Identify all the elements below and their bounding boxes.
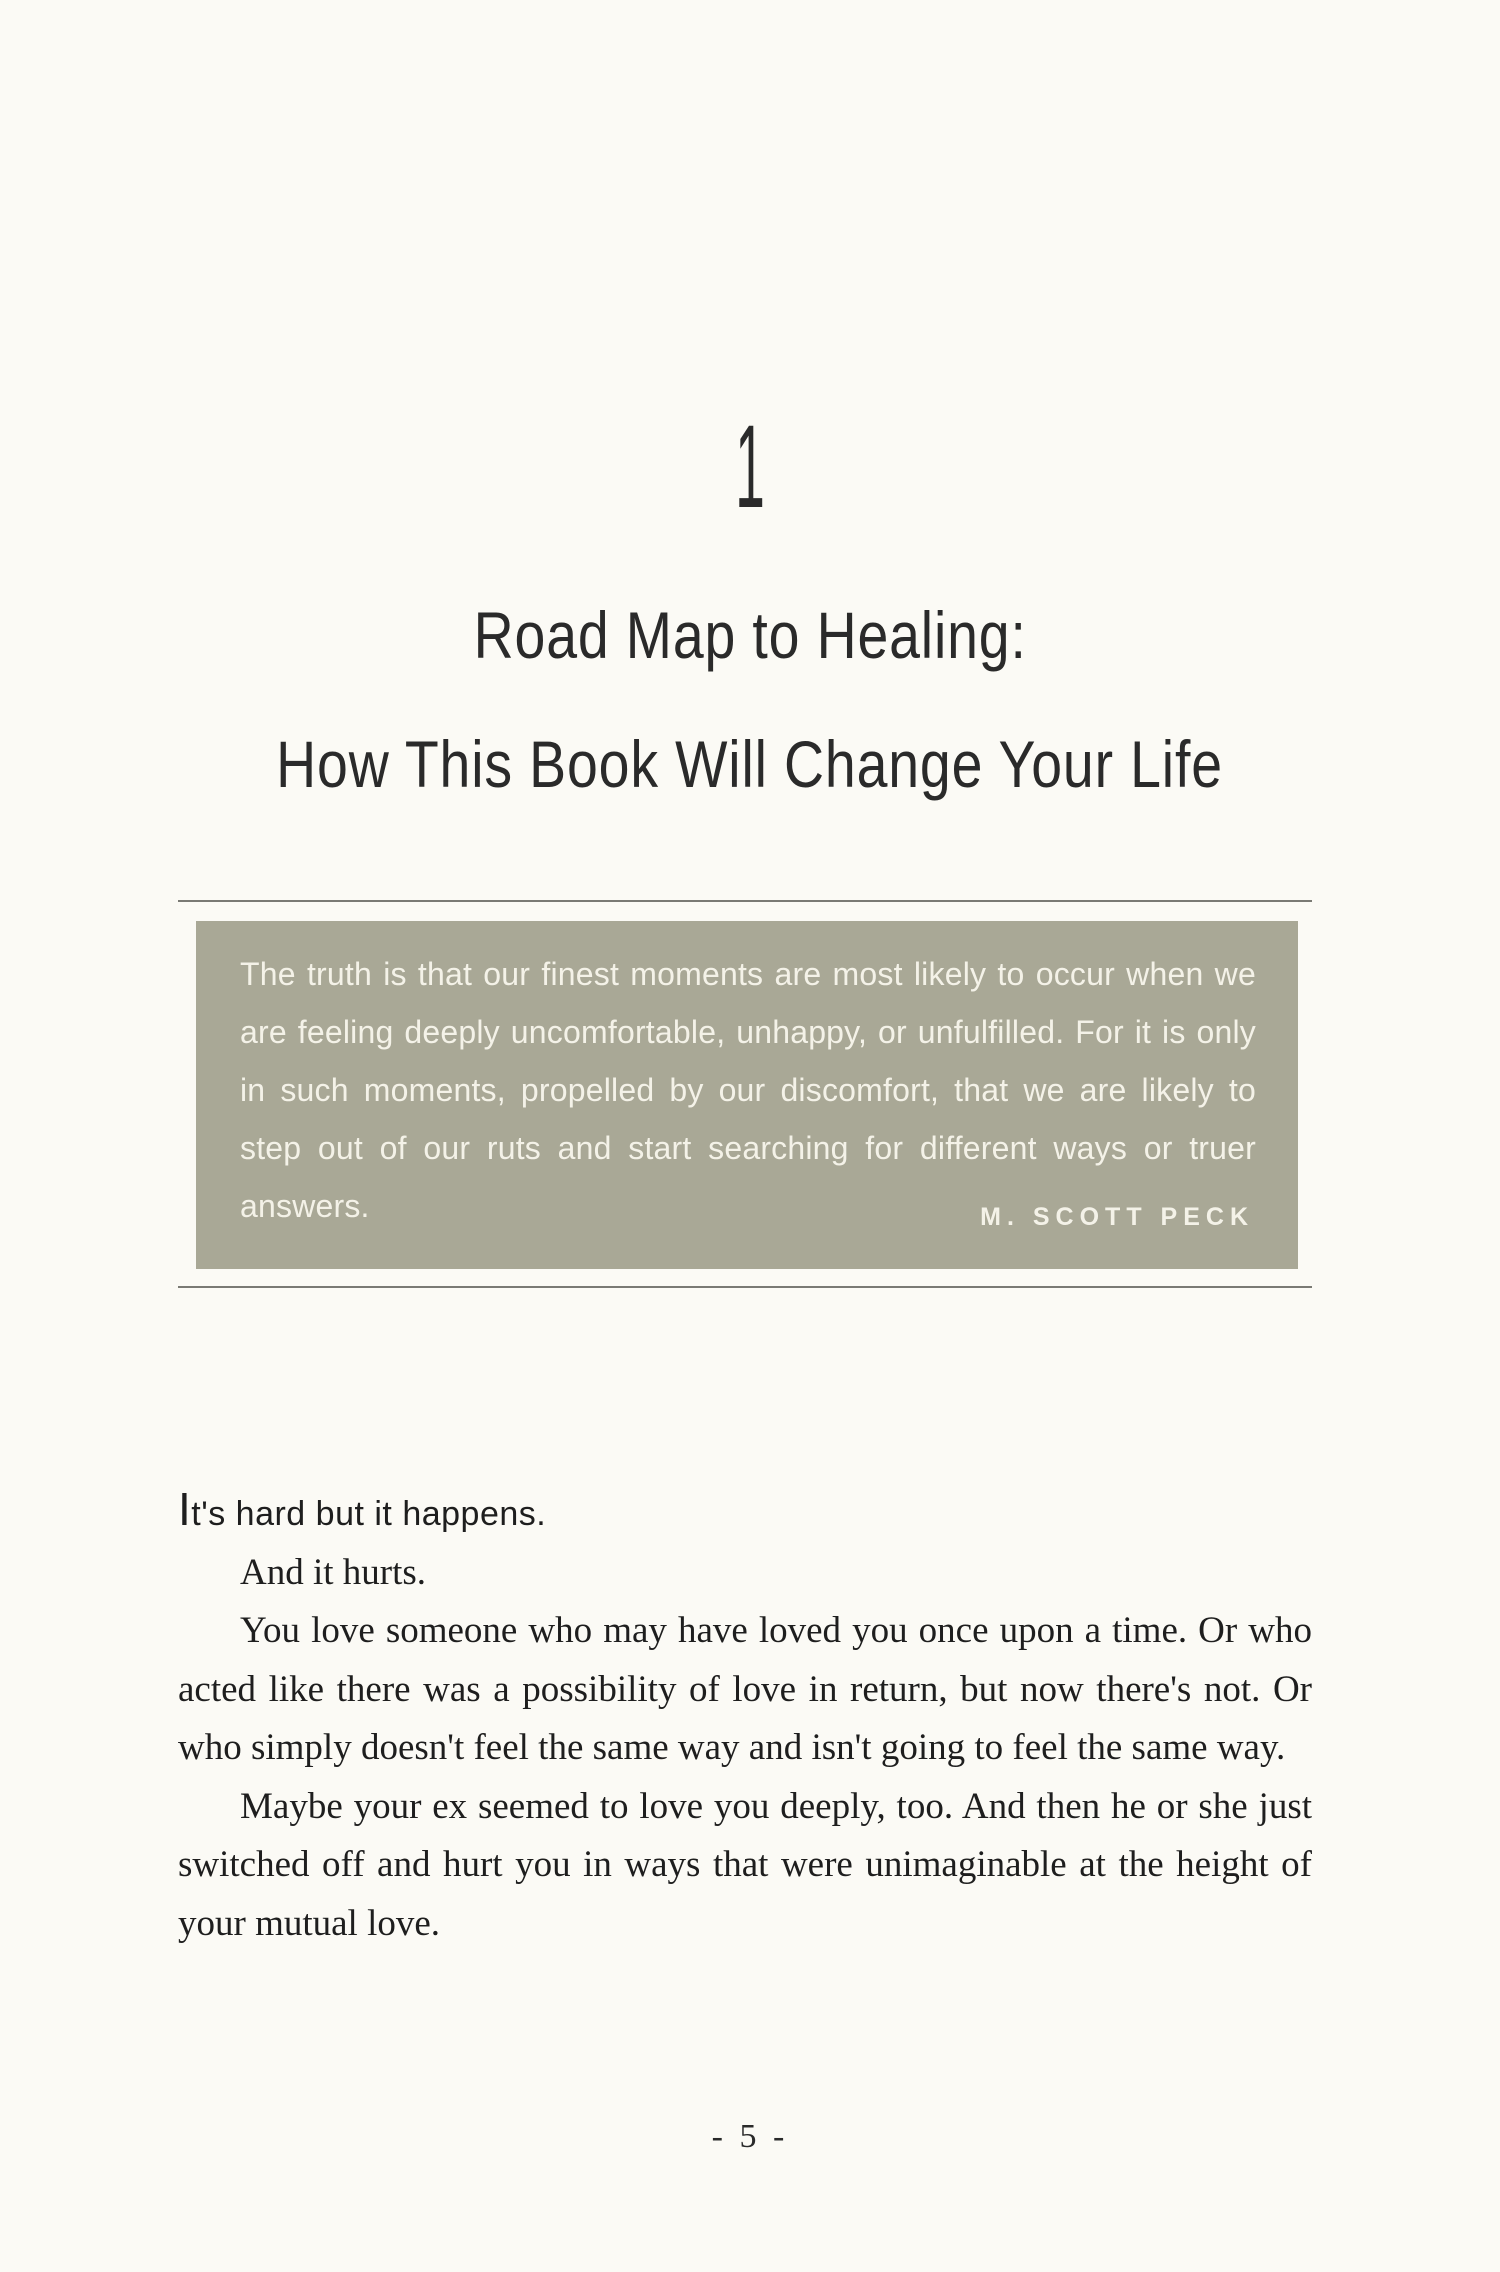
paragraph-2: You love someone who may have loved you once upon a time. Or who acted like there was a possibility of love in return, but now there's not. Or who simply doesn't feel the same way and isn't going to feel the same way. bbox=[178, 1610, 1312, 1768]
epigraph-box bbox=[196, 921, 1298, 1269]
body-text bbox=[178, 1480, 1312, 1953]
epigraph-author: M. SCOTT PECK bbox=[980, 1203, 1254, 1231]
epigraph-top-rule bbox=[178, 900, 1312, 902]
chapter-title-line-2 bbox=[0, 727, 1500, 801]
lead-paragraph bbox=[178, 1480, 1312, 1544]
paragraph-3: Maybe your ex seemed to love you deeply, too. And then he or she just switched off and hurt you in ways that were unimaginable at the height of your mutual love. bbox=[178, 1785, 1312, 1944]
chapter-title-line-2-text: How This Book Will Change Your Life bbox=[276, 727, 1224, 801]
chapter-title-line-1 bbox=[0, 598, 1500, 672]
paragraph-1: And it hurts. bbox=[240, 1551, 427, 1593]
lead-text: t's hard but it happens. bbox=[191, 1495, 547, 1533]
epigraph-quote: The truth is that our finest moments are most likely to occur when we are feeling deeply uncomfortable, unhappy, or unfulfilled. For it is only in such moments, propelled by our discomfort, that we are likely to step out of our ruts and start searching for different ways or truer answers. bbox=[240, 956, 1256, 1224]
page-number: - 5 - bbox=[711, 2118, 789, 2155]
chapter-number: 1 bbox=[735, 401, 765, 533]
chapter-title-line-1-text: Road Map to Healing: bbox=[473, 598, 1027, 672]
epigraph-bottom-rule bbox=[178, 1286, 1312, 1288]
lead-initial: I bbox=[178, 1483, 192, 1535]
